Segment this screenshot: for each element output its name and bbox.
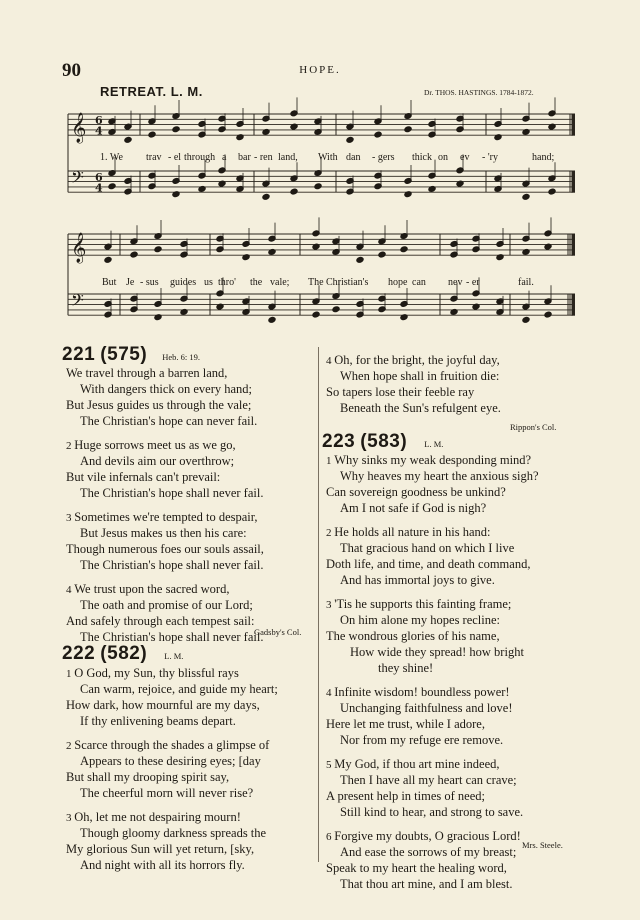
hymn-line bbox=[66, 437, 236, 454]
lyric-syllable: The bbox=[308, 277, 324, 288]
final-barline bbox=[572, 171, 575, 192]
scripture-reference: Heb. 6: 19. bbox=[162, 352, 201, 362]
stanza-number: 4 bbox=[326, 687, 335, 699]
lyric-syllable: thro' bbox=[218, 277, 236, 288]
stanza-number: 2 bbox=[66, 740, 75, 752]
time-signature: 4 bbox=[95, 181, 103, 195]
stanza-number: 2 bbox=[326, 527, 335, 539]
line-text: Still kind to hear, and strong to save. bbox=[340, 805, 524, 819]
hymn-alt-number: (575) bbox=[100, 344, 148, 365]
lyric-syllable: hand; bbox=[532, 152, 555, 163]
stanza-number: 3 bbox=[66, 512, 75, 524]
hymn-221-heading bbox=[62, 344, 200, 366]
line-text: If thy enlivening beams depart. bbox=[80, 714, 236, 728]
hymn-number: 222 bbox=[62, 643, 96, 664]
lyric-syllable: nev bbox=[448, 277, 463, 288]
line-text: O God, my Sun, thy blissful rays bbox=[74, 666, 239, 680]
hymn-line bbox=[80, 485, 263, 501]
lyric-syllable: on bbox=[438, 152, 448, 163]
line-text: Oh, for the bright, the joyful day, bbox=[334, 353, 500, 367]
note-head bbox=[404, 126, 412, 133]
hymn-line bbox=[378, 660, 433, 676]
treble-clef-icon: 𝄞 bbox=[71, 233, 87, 263]
hymn-line bbox=[80, 557, 263, 573]
lyric-syllable: - er bbox=[466, 277, 480, 288]
running-head: HOPE. bbox=[299, 64, 341, 76]
stanza-number: 4 bbox=[66, 584, 75, 596]
line-text: But Jesus guides us through the vale; bbox=[66, 398, 252, 412]
hymn-line bbox=[340, 400, 501, 416]
hymn-alt-number: (582) bbox=[100, 643, 148, 664]
hymn-line bbox=[326, 384, 474, 400]
lyric-syllable: thick bbox=[412, 152, 432, 163]
line-text: Though numerous foes our souls assail, bbox=[66, 542, 264, 556]
line-text: Then I have all my heart can crave; bbox=[340, 773, 517, 787]
note-head bbox=[522, 316, 530, 323]
line-text: That thou art mine, and I am blest. bbox=[340, 877, 513, 891]
hymn-line bbox=[340, 772, 517, 788]
line-text: How dark, how mournful are my days, bbox=[66, 698, 260, 712]
line-text: Can sovereign goodness be unkind? bbox=[326, 485, 506, 499]
line-text: We trust upon the sacred word, bbox=[74, 582, 230, 596]
line-text: Why sinks my weak desponding mind? bbox=[334, 453, 532, 467]
lyric-syllable: a bbox=[222, 152, 227, 163]
line-text: My God, if thou art mine indeed, bbox=[334, 757, 500, 771]
lyric-syllable: vale; bbox=[270, 277, 290, 288]
stanza-number: 2 bbox=[66, 440, 75, 452]
treble-clef-icon: 𝄞 bbox=[71, 113, 87, 143]
line-text: And night with all its horrors fly. bbox=[80, 858, 245, 872]
attribution: Mrs. Steele. bbox=[522, 840, 563, 850]
lyric-syllable: trav bbox=[146, 152, 162, 163]
lyric-syllable: through bbox=[184, 152, 216, 163]
stanza-number: 3 bbox=[66, 812, 75, 824]
hymn-line bbox=[326, 484, 506, 500]
lyric-syllable: Christian's bbox=[326, 277, 369, 288]
composer-credit: Dr. THOS. HASTINGS. 1784-1872. bbox=[424, 88, 534, 97]
hymn-line bbox=[326, 596, 511, 613]
line-text: The Christian's hope shall never fail. bbox=[80, 558, 264, 572]
line-text: Unchanging faithfulness and love! bbox=[340, 701, 513, 715]
line-text: Beneath the Sun's refulgent eye. bbox=[340, 401, 501, 415]
note-head bbox=[124, 136, 132, 143]
lyric-syllable: hope bbox=[388, 277, 408, 288]
hymn-line bbox=[340, 804, 523, 820]
lyric-syllable: ev bbox=[460, 152, 470, 163]
line-text: On him alone my hopes recline: bbox=[340, 613, 501, 627]
stanza-number: 5 bbox=[326, 759, 335, 771]
hymn-line bbox=[66, 469, 220, 485]
line-text: When hope shall in fruition die: bbox=[340, 369, 500, 383]
hymn-line bbox=[80, 597, 253, 613]
line-text: A present help in times of need; bbox=[326, 789, 485, 803]
hymn-number: 221 bbox=[62, 344, 96, 365]
hymn-line bbox=[80, 453, 234, 469]
line-text: Can warm, rejoice, and guide my heart; bbox=[80, 682, 278, 696]
line-text: Nor from my refuge ere remove. bbox=[340, 733, 504, 747]
lyric-syllable: With bbox=[318, 152, 338, 163]
hymn-223-heading bbox=[322, 431, 443, 453]
tune-name: RETREAT. L. M. bbox=[100, 84, 203, 99]
hymn-line bbox=[326, 788, 485, 804]
hymn-line bbox=[80, 825, 266, 841]
line-text: Infinite wisdom! boundless power! bbox=[334, 685, 510, 699]
hymn-line bbox=[326, 352, 500, 369]
hymn-alt-number: (583) bbox=[360, 431, 408, 452]
note-head bbox=[108, 183, 116, 190]
hymn-line bbox=[340, 700, 513, 716]
hymn-line bbox=[80, 681, 278, 697]
note-head bbox=[378, 251, 386, 258]
time-signature: 6 bbox=[95, 171, 103, 184]
stanza-number: 1 bbox=[66, 668, 75, 680]
note-head bbox=[130, 251, 138, 258]
line-text: Scarce through the shades a glimpse of bbox=[74, 738, 270, 752]
hymn-line bbox=[66, 809, 241, 826]
note-head bbox=[148, 131, 156, 138]
line-text: The Christian's hope can never fail. bbox=[80, 414, 258, 428]
lyric-syllable: guides bbox=[170, 277, 197, 288]
lyric-syllable: the bbox=[250, 277, 263, 288]
bass-clef-icon: 𝄢 bbox=[71, 167, 84, 191]
line-text: And ease the sorrows of my breast; bbox=[340, 845, 517, 859]
line-text: The Christian's hope shall never fail. bbox=[80, 630, 264, 644]
hymn-line bbox=[326, 628, 500, 644]
line-text: Here let me trust, while I adore, bbox=[326, 717, 485, 731]
note-head bbox=[104, 256, 112, 263]
line-text: My glorious Sun will yet return, [sky, bbox=[66, 842, 255, 856]
lyric-syllable: us bbox=[204, 277, 213, 288]
hymn-line bbox=[326, 860, 507, 876]
line-text: 'Tis he supports this fainting frame; bbox=[334, 597, 512, 611]
hymn-line bbox=[340, 572, 495, 588]
hymn-line bbox=[80, 785, 253, 801]
hymn-line bbox=[80, 857, 245, 873]
lyric-syllable: bar bbox=[238, 152, 251, 163]
lyric-syllable: fail. bbox=[518, 277, 534, 288]
hymn-line bbox=[326, 452, 531, 469]
final-barline bbox=[572, 114, 575, 135]
lyric-syllable: But bbox=[102, 277, 117, 288]
hymn-line bbox=[66, 509, 258, 526]
note-head bbox=[172, 126, 180, 133]
hymn-line bbox=[350, 644, 524, 660]
hymn-line bbox=[80, 381, 252, 397]
lyric-syllable: - sus bbox=[140, 277, 159, 288]
line-text: He holds all nature in his hand: bbox=[334, 525, 491, 539]
column-divider bbox=[318, 347, 319, 862]
hymn-line bbox=[66, 613, 255, 629]
note-head bbox=[332, 306, 340, 313]
note-head bbox=[374, 131, 382, 138]
line-text: But Jesus makes us then his care: bbox=[80, 526, 247, 540]
line-text: But vile infernals can't prevail: bbox=[66, 470, 221, 484]
final-barline bbox=[572, 294, 575, 315]
meter: L. M. bbox=[424, 439, 444, 449]
hymn-line bbox=[80, 525, 247, 541]
line-text: Why heaves my heart the anxious sigh? bbox=[340, 469, 539, 483]
line-text: And safely through each tempest sail: bbox=[66, 614, 255, 628]
note-head bbox=[262, 193, 270, 200]
line-text: We travel through a barren land, bbox=[66, 366, 228, 380]
hymn-line bbox=[340, 500, 486, 516]
line-text: Am I not safe if God is nigh? bbox=[340, 501, 487, 515]
line-text: they shine! bbox=[378, 661, 434, 675]
hymn-line bbox=[66, 841, 254, 857]
line-text: How wide they spread! how bright bbox=[350, 645, 524, 659]
hymn-line bbox=[66, 397, 251, 413]
line-text: Oh, let me not despairing mourn! bbox=[74, 810, 241, 824]
hymn-line bbox=[66, 665, 239, 682]
lyric-syllable: - 'ry bbox=[482, 152, 498, 163]
lyric-syllable: 1. We bbox=[100, 152, 123, 163]
hymn-line bbox=[326, 556, 530, 572]
line-text: Huge sorrows meet us as we go, bbox=[74, 438, 236, 452]
stanza-number: 4 bbox=[326, 355, 335, 367]
line-text: And has immortal joys to give. bbox=[340, 573, 495, 587]
hymn-line bbox=[66, 769, 229, 785]
line-text: Doth life, and time, and death command, bbox=[326, 557, 531, 571]
music-score bbox=[0, 0, 640, 340]
note-head bbox=[400, 246, 408, 253]
line-text: Speak to my heart the healing word, bbox=[326, 861, 507, 875]
lyric-syllable: can bbox=[412, 277, 426, 288]
line-text: So tapers lose their feeble ray bbox=[326, 385, 475, 399]
hymn-line bbox=[66, 365, 227, 381]
line-text: The Christian's hope shall never fail. bbox=[80, 486, 264, 500]
hymn-line bbox=[66, 737, 269, 754]
hymn-line bbox=[326, 684, 510, 701]
hymn-line bbox=[326, 524, 490, 541]
note-head bbox=[522, 193, 530, 200]
hymn-line bbox=[66, 697, 260, 713]
hymn-line bbox=[340, 368, 499, 384]
attribution: Rippon's Col. bbox=[510, 422, 557, 432]
stanza-number: 6 bbox=[326, 831, 335, 843]
bass-clef-icon: 𝄢 bbox=[71, 290, 84, 314]
line-text: That gracious hand on which I live bbox=[340, 541, 515, 555]
hymn-222-heading bbox=[62, 643, 183, 665]
lyric-syllable: - el bbox=[168, 152, 182, 163]
line-text: The oath and promise of our Lord; bbox=[80, 598, 253, 612]
hymn-line bbox=[80, 713, 236, 729]
line-text: Forgive my doubts, O gracious Lord! bbox=[334, 829, 521, 843]
note-head bbox=[548, 188, 556, 195]
line-text: With dangers thick on every hand; bbox=[80, 382, 253, 396]
hymn-line bbox=[340, 876, 513, 892]
lyric-syllable: - ren bbox=[254, 152, 273, 163]
line-text: The wondrous glories of his name, bbox=[326, 629, 500, 643]
line-text: But shall my drooping spirit say, bbox=[66, 770, 230, 784]
stanza-number: 3 bbox=[326, 599, 335, 611]
note-head bbox=[346, 136, 354, 143]
meter: L. M. bbox=[164, 651, 184, 661]
hymn-line bbox=[340, 468, 539, 484]
line-text: The cheerful morn will never rise? bbox=[80, 786, 254, 800]
note-head bbox=[290, 188, 298, 195]
hymn-line bbox=[340, 732, 503, 748]
attribution: Gadsby's Col. bbox=[254, 627, 302, 637]
lyric-syllable: dan bbox=[346, 152, 361, 163]
note-head bbox=[356, 256, 364, 263]
hymn-number: 223 bbox=[322, 431, 356, 452]
note-head bbox=[312, 311, 320, 318]
line-text: And devils aim our overthrow; bbox=[80, 454, 235, 468]
hymn-line bbox=[80, 413, 257, 429]
note-head bbox=[314, 183, 322, 190]
line-text: Though gloomy darkness spreads the bbox=[80, 826, 267, 840]
hymn-line bbox=[80, 753, 261, 769]
note-head bbox=[544, 311, 552, 318]
lyric-syllable: - gers bbox=[372, 152, 395, 163]
hymn-line bbox=[340, 844, 516, 860]
stanza-number: 1 bbox=[326, 455, 335, 467]
line-text: Appears to these desiring eyes; [day bbox=[80, 754, 261, 768]
note-head bbox=[268, 316, 276, 323]
time-signature: 4 bbox=[95, 124, 103, 138]
hymn-line bbox=[326, 756, 500, 773]
final-barline bbox=[572, 234, 575, 255]
line-text: Sometimes we're tempted to despair, bbox=[74, 510, 258, 524]
hymn-line bbox=[66, 541, 264, 557]
hymn-line bbox=[326, 828, 521, 845]
hymn-line bbox=[326, 716, 485, 732]
lyric-syllable: land, bbox=[278, 152, 298, 163]
hymn-line bbox=[340, 612, 500, 628]
page-number: 90 bbox=[62, 60, 81, 81]
hymn-line bbox=[340, 540, 514, 556]
note-head bbox=[154, 246, 162, 253]
hymn-line bbox=[66, 581, 229, 598]
time-signature: 6 bbox=[95, 114, 103, 127]
lyric-syllable: Je bbox=[126, 277, 135, 288]
